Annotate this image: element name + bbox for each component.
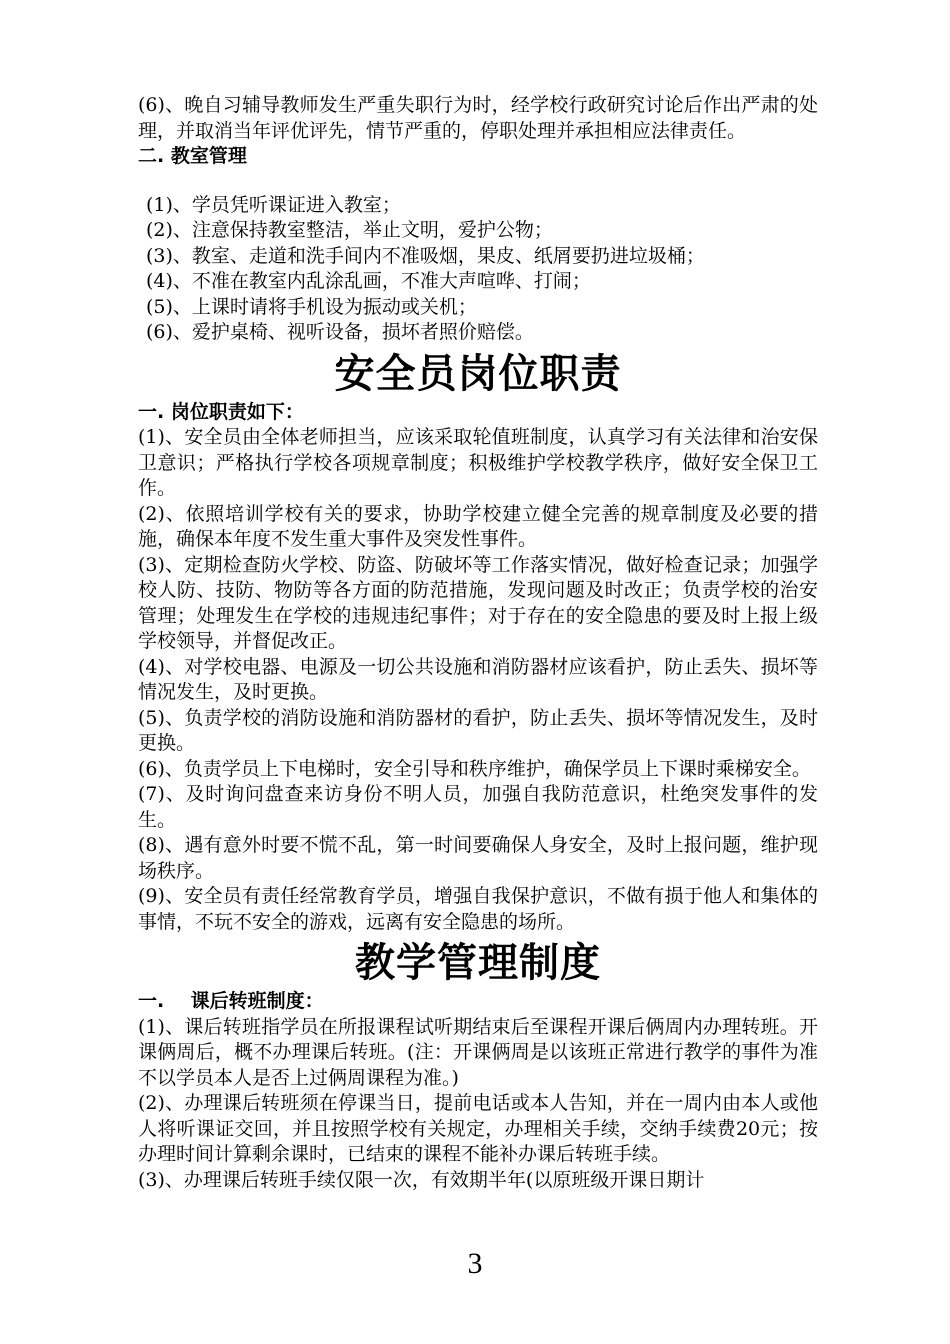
list-item: (7)、及时询问盘查来访身份不明人员，加强自我防范意识，杜绝突发事件的发生。	[138, 783, 818, 831]
list-item: (3)、定期检查防火学校、防盗、防破坏等工作落实情况，做好检查记录；加强学校人防、技防、物防等各方面的防范措施，发现问题及时改正；负责学校的治安管理；处理发生在学校的违规违纪事件；对于存在的安全隐患的要及时上报上级学校领导，并督促改正。	[138, 553, 818, 652]
list-item: (4)、对学校电器、电源及一切公共设施和消防器材应该看护，防止丢失、损坏等情况发生，及时更换。	[138, 655, 818, 703]
list-item: (1)、课后转班指学员在所报课程试听期结束后至课程开课后俩周内办理转班。开课俩周后，概不办理课后转班。(注：开课俩周是以该班正常进行教学的事件为准不以学员本人是否上过俩周课程为准。)	[138, 1015, 818, 1089]
safety-title: 安全员岗位职责	[334, 350, 622, 397]
list-item: (6)、负责学员上下电梯时，安全引导和秩序维护，确保学员上下课时乘梯安全。	[138, 757, 811, 780]
list-item: (2)、办理课后转班须在停课当日，提前电话或本人告知，并在一周内由本人或他人将听课证交回，并且按照学校有关规定，办理相关手续，交纳手续费20元；按办理时间计算剩余课时，已结束的课程不能补办课后转班手续。	[138, 1092, 818, 1165]
list-item: (5)、负责学校的消防设施和消防器材的看护，防止丢失、损坏等情况发生，及时更换。	[138, 706, 818, 754]
teaching-list	[138, 1015, 818, 1194]
list-item: (3)、办理课后转班手续仅限一次，有效期半年(以原班级开课日期计	[138, 1168, 705, 1191]
teaching-heading: 一. 课后转班制度：	[138, 990, 324, 1012]
list-item: (2)、注意保持教室整洁，举止文明，爱护公物；	[146, 219, 553, 241]
list-item: (4)、不准在教室内乱涂乱画，不准大声喧哗、打闹；	[146, 270, 591, 292]
list-item: (9)、安全员有责任经常教育学员，增强自我保护意识，不做有损于他人和集体的事情，不玩不安全的游戏，远离有安全隐患的场所。	[138, 885, 818, 933]
classroom-heading: 二. 教室管理	[138, 145, 247, 167]
top-paragraph: (6)、晚自习辅导教师发生严重失职行为时，经学校行政研究讨论后作出严肃的处理，并取消当年评优评先，情节严重的，停职处理并承担相应法律责任。	[138, 94, 818, 142]
list-item: (1)、学员凭听课证进入教室；	[146, 193, 401, 216]
list-item: (2)、依照培训学校有关的要求，协助学校建立健全完善的规章制度及必要的措施，确保本年度不发生重大事件及突发性事件。	[138, 502, 818, 550]
spacer	[138, 170, 818, 193]
list-item: (6)、爱护桌椅、视听设备，损坏者照价赔偿。	[146, 321, 534, 343]
page-content	[138, 93, 818, 1193]
list-item: (3)、教室、走道和洗手间内不准吸烟，果皮、纸屑要扔进垃圾桶；	[146, 244, 705, 267]
safety-list	[138, 425, 818, 935]
safety-heading: 一. 岗位职责如下：	[138, 400, 304, 423]
classroom-list	[138, 193, 818, 346]
list-item: (1)、安全员由全体老师担当，应该采取轮值班制度，认真学习有关法律和治安保卫意识；严格执行学校各项规章制度；积极维护学校教学秩序，做好安全保卫工作。	[138, 426, 818, 499]
teaching-title: 教学管理制度	[355, 940, 601, 986]
list-item: (8)、遇有意外时要不慌不乱，第一时间要确保人身安全，及时上报问题，维护现场秩序。	[138, 834, 818, 882]
list-item: (5)、上课时请将手机设为振动或关机；	[146, 295, 477, 318]
page-number: 3	[467, 1247, 483, 1280]
